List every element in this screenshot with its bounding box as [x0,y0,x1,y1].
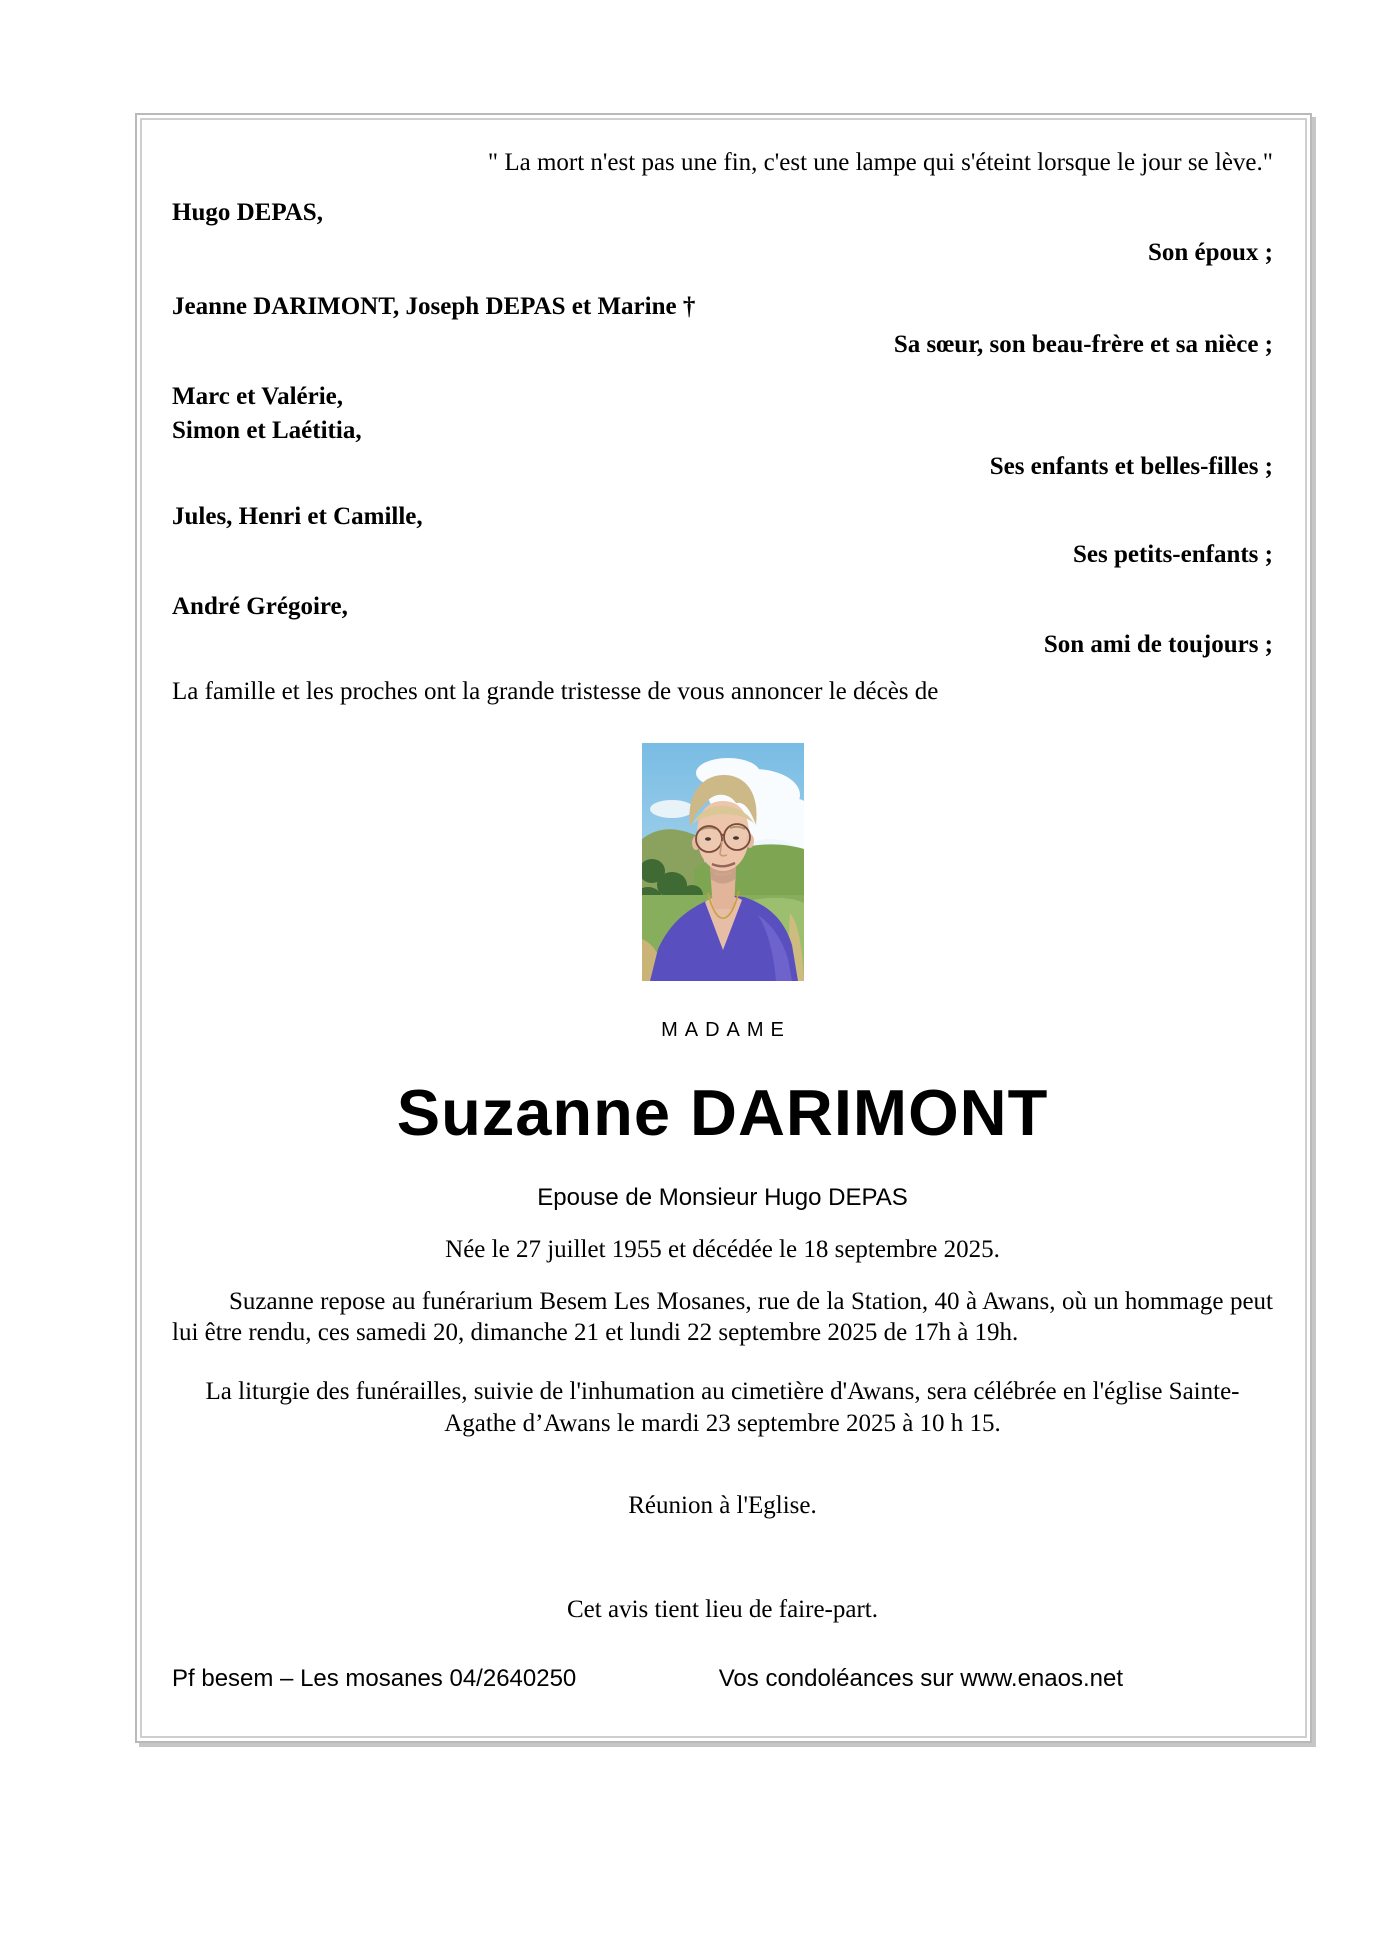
relation-spouse: Son époux ; [1147,239,1273,266]
mourner-names-friend: André Grégoire, [172,593,348,620]
meeting-line: Réunion à l'Eglise. [628,1492,817,1519]
opening-quote: " La mort n'est pas une fin, c'est une lampe qui s'éteint lorsque le jour se lève." [487,149,1273,176]
civility-title: MADAME [661,1019,791,1041]
deceased-name: Suzanne DARIMONT [396,1076,1049,1149]
relation-friend: Son ami de toujours ; [1043,631,1273,658]
spouse-line: Epouse de Monsieur Hugo DEPAS [537,1184,908,1211]
mourning-card-inner-frame [140,118,1307,1738]
photo-eye-left [705,837,711,841]
announcement-line: La famille et les proches ont la grande tristesse de vous annoncer le décès de [172,678,939,705]
notice-line: Cet avis tient lieu de faire-part. [567,1596,878,1623]
photo-eye-right [733,836,739,840]
birth-death-dates: Née le 27 juillet 1955 et décédée le 18 septembre 2025. [445,1236,1000,1263]
relation-grandchildren: Ses petits-enfants ; [1073,541,1273,568]
mourner-names-grandchildren: Jules, Henri et Camille, [172,503,423,530]
mourner-names-spouse: Hugo DEPAS, [172,199,323,226]
mourning-card [135,113,1312,1743]
relation-children: Ses enfants et belles-filles ; [989,453,1273,480]
condolences-website: Vos condoléances sur www.enaos.net [718,1665,1123,1692]
footer [172,1662,1273,1696]
mourner-names-sister: Jeanne DARIMONT, Joseph DEPAS et Marine † [172,293,696,320]
portrait-photo [172,743,1273,981]
funeral-home-paragraph: Suzanne repose au funérarium Besem Les Mosanes, rue de la Station, 40 à Awans, où un hommage peut lui être rendu, ces samedi 20, dimanche 21 et lundi 22 septembre 2025 de 17h à 19h. [172,1288,1273,1346]
relation-sister: Sa sœur, son beau-frère et sa nièce ; [893,331,1273,358]
mourner-names-children-2: Simon et Laétitia, [172,417,362,444]
mourner-names-children-1: Marc et Valérie, [172,383,343,410]
portrait-photo-illustration [642,743,804,981]
funeral-home-contact: Pf besem – Les mosanes 04/2640250 [172,1665,577,1692]
liturgy-paragraph: La liturgie des funérailles, suivie de l'inhumation au cimetière d'Awans, sera célébrée en l'église Sainte-Agathe d’Awans le mardi 23 septembre 2025 à 10 h 15. [205,1378,1240,1437]
